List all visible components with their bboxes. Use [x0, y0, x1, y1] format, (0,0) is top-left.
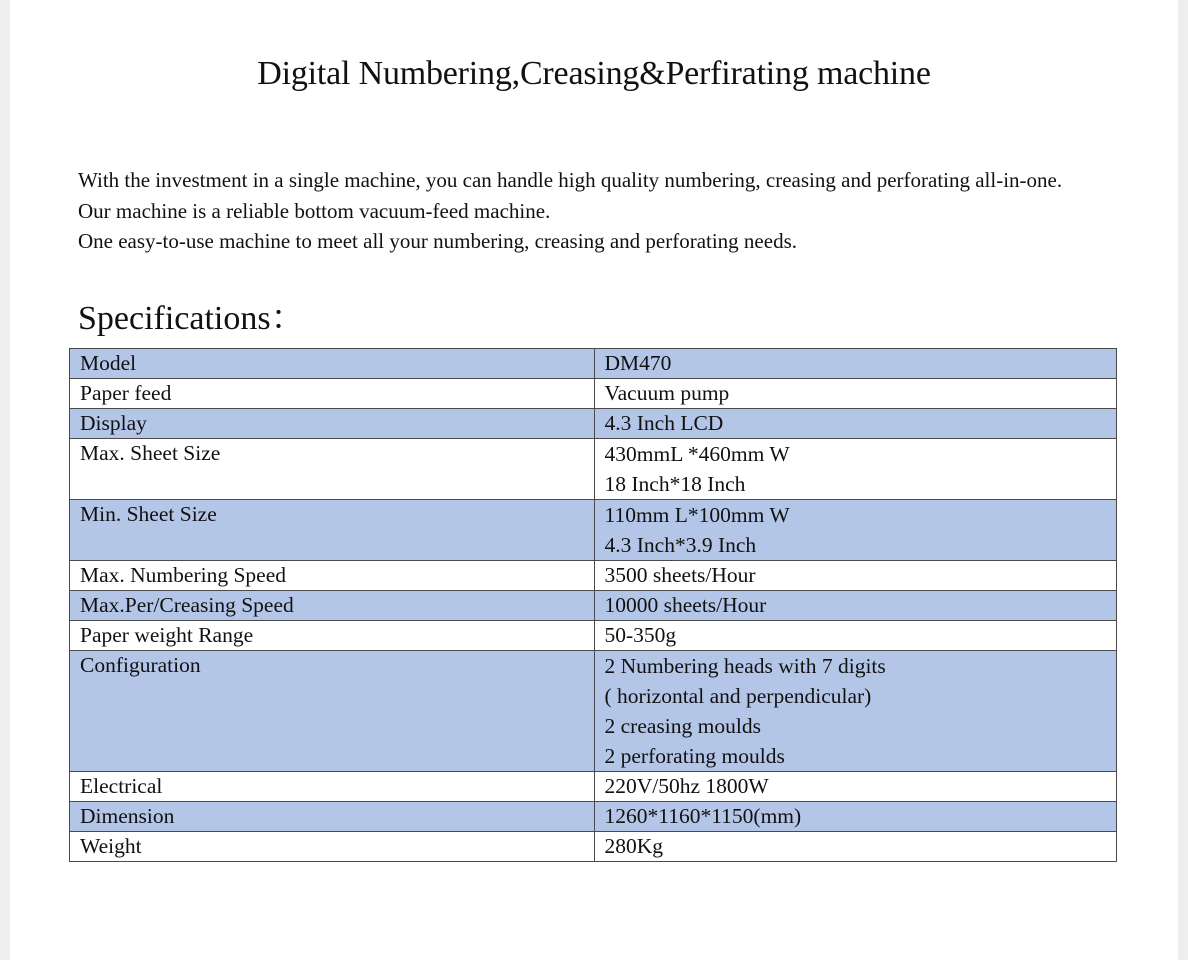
spec-label: Weight — [70, 832, 595, 862]
table-row — [70, 349, 1117, 379]
spec-value: 280Kg — [594, 832, 1117, 862]
spec-value: 1260*1160*1150(mm) — [594, 802, 1117, 832]
spec-value-line: 430mmL *460mm W — [604, 442, 790, 466]
table-row — [70, 439, 1117, 500]
intro-line: One easy-to-use machine to meet all your numbering, creasing and perforating needs. — [78, 229, 797, 253]
table-row — [70, 561, 1117, 591]
spec-value — [594, 651, 1117, 772]
table-row — [70, 651, 1117, 772]
spec-label: Model — [70, 349, 595, 379]
document-page — [10, 0, 1178, 960]
table-row — [70, 500, 1117, 561]
spec-label: Dimension — [70, 802, 595, 832]
specifications-table — [69, 348, 1117, 862]
spec-value — [594, 500, 1117, 561]
intro-line: With the investment in a single machine, you can handle high quality numbering, creasing and perforating all-in-one. — [78, 168, 1063, 192]
spec-value: 50-350g — [594, 621, 1117, 651]
spec-label: Display — [70, 409, 595, 439]
spec-value: 220V/50hz 1800W — [594, 772, 1117, 802]
spec-value — [594, 439, 1117, 500]
spec-label: Max. Sheet Size — [70, 439, 595, 500]
spec-label: Configuration — [70, 651, 595, 772]
intro-paragraphs — [78, 165, 1118, 257]
page-title: Digital Numbering,Creasing&Perfirating machine — [257, 55, 931, 92]
spec-value-line: 2 creasing moulds — [604, 714, 761, 738]
table-row — [70, 409, 1117, 439]
intro-line: Our machine is a reliable bottom vacuum-feed machine. — [78, 198, 551, 223]
spec-label: Min. Sheet Size — [70, 500, 595, 561]
spec-value-line: 2 Numbering heads with 7 digits — [604, 654, 886, 678]
table-row — [70, 379, 1117, 409]
spec-label: Max. Numbering Speed — [70, 561, 595, 591]
spec-value-line: 110mm L*100mm W — [604, 503, 790, 527]
spec-label: Paper weight Range — [70, 621, 595, 651]
spec-value-line: ( horizontal and perpendicular) — [604, 684, 872, 708]
spec-value: DM470 — [594, 349, 1117, 379]
table-row — [70, 591, 1117, 621]
spec-value: 3500 sheets/Hour — [594, 561, 1117, 591]
spec-value: 4.3 Inch LCD — [594, 409, 1117, 439]
table-row — [70, 832, 1117, 862]
table-row — [70, 772, 1117, 802]
spec-label: Paper feed — [70, 379, 595, 409]
spec-value: 10000 sheets/Hour — [594, 591, 1117, 621]
specifications-heading: Specifications： — [78, 300, 305, 337]
spec-value-line: 18 Inch*18 Inch — [604, 472, 746, 496]
spec-value-line: 2 perforating moulds — [604, 744, 785, 768]
spec-label: Max.Per/Creasing Speed — [70, 591, 595, 621]
table-row — [70, 621, 1117, 651]
table-row — [70, 802, 1117, 832]
spec-value: Vacuum pump — [594, 379, 1117, 409]
spec-label: Electrical — [70, 772, 595, 802]
spec-value-line: 4.3 Inch*3.9 Inch — [604, 533, 757, 557]
